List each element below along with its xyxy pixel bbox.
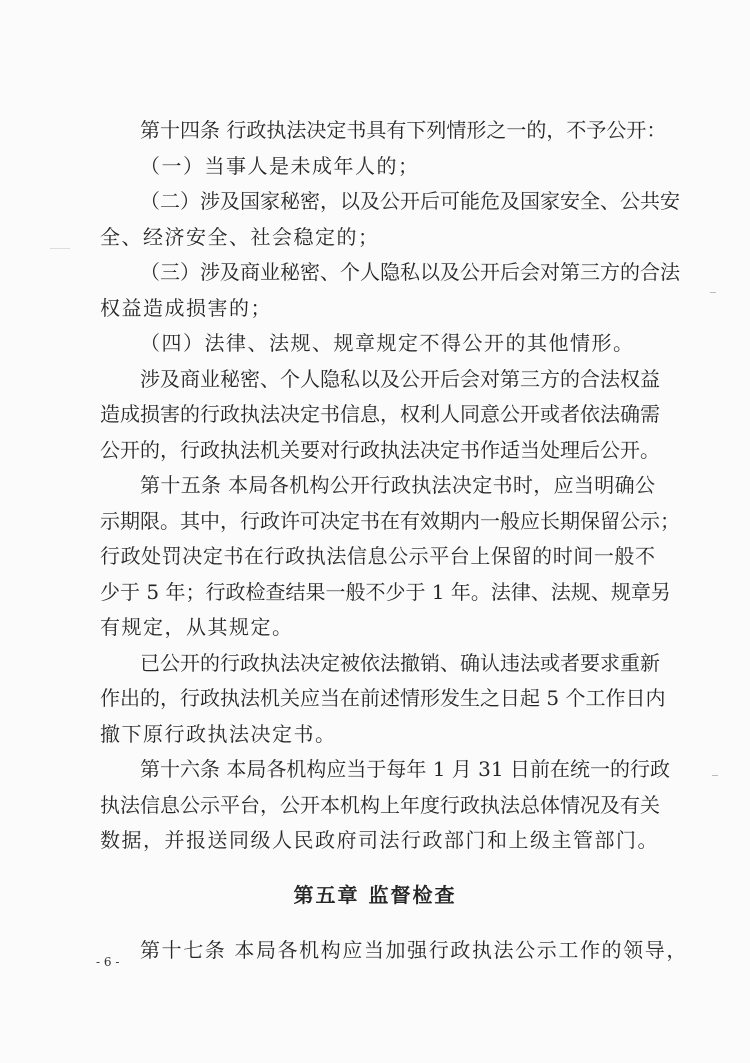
- chapter-heading: 第五章 监督检查: [293, 883, 457, 907]
- paragraph-line: 有规定，从其规定。: [100, 615, 294, 639]
- scan-speck: [50, 248, 70, 249]
- paragraph-line: 作出的，行政执法机关应当在前述情形发生之日起 5 个工作日内: [100, 686, 666, 710]
- paragraph-line: （一）当事人是未成年人的；: [140, 153, 420, 178]
- paragraph-line: 第十六条 本局各机构应当于每年 1 月 31 日前在统一的行政: [140, 757, 670, 781]
- paragraph-line: 权益造成损害的；: [100, 295, 272, 320]
- paragraph-line: 示期限。其中，行政许可决定书在有效期内一般应长期保留公示；: [100, 508, 680, 533]
- paragraph-line: 数据，并报送同级人民政府司法行政部门和上级主管部门。: [100, 828, 659, 852]
- paragraph-line: 少于 5 年；行政检查结果一般不少于 1 年。法律、法规、规章另: [100, 579, 671, 604]
- page-number: - 6 -: [96, 955, 120, 969]
- paragraph-line: 全、经济安全、社会稳定的；: [100, 224, 380, 249]
- paragraph-line: 第十七条 本局各机构应当加强行政执法公示工作的领导，: [140, 938, 688, 962]
- paragraph-line: 造成损害的行政执法决定书信息，权利人同意公开或者依法确需: [100, 402, 660, 426]
- paragraph-line: 撤下原行政执法决定书。: [100, 721, 337, 746]
- paragraph-line: （二）涉及国家秘密，以及公开后可能危及国家安全、公共安: [140, 189, 680, 213]
- paragraph-line: 已公开的行政执法决定被依法撤销、确认违法或者要求重新: [140, 650, 660, 675]
- paragraph-line: 公开的，行政执法机关要对行政执法决定书作适当处理后公开。: [100, 437, 660, 462]
- paragraph-line: 第十四条 行政执法决定书具有下列情形之一的，不予公开：: [140, 118, 667, 142]
- paragraph-line: 行政处罚决定书在行政执法信息公示平台上保留的时间一般不: [100, 544, 655, 568]
- scan-speck: [712, 775, 718, 776]
- paragraph-line: 第十五条 本局各机构公开行政执法决定书时，应当明确公: [140, 473, 655, 497]
- paragraph-line: 执法信息公示平台，公开本机构上年度行政执法总体情况及有关: [100, 792, 660, 817]
- paragraph-line: 涉及商业秘密、个人隐私以及公开后会对第三方的合法权益: [140, 366, 660, 391]
- paragraph-line: （三）涉及商业秘密、个人隐私以及公开后会对第三方的合法: [140, 260, 680, 284]
- paragraph-line: （四）法律、法规、规章规定不得公开的其他情形。: [140, 331, 635, 355]
- scan-speck: [710, 292, 716, 293]
